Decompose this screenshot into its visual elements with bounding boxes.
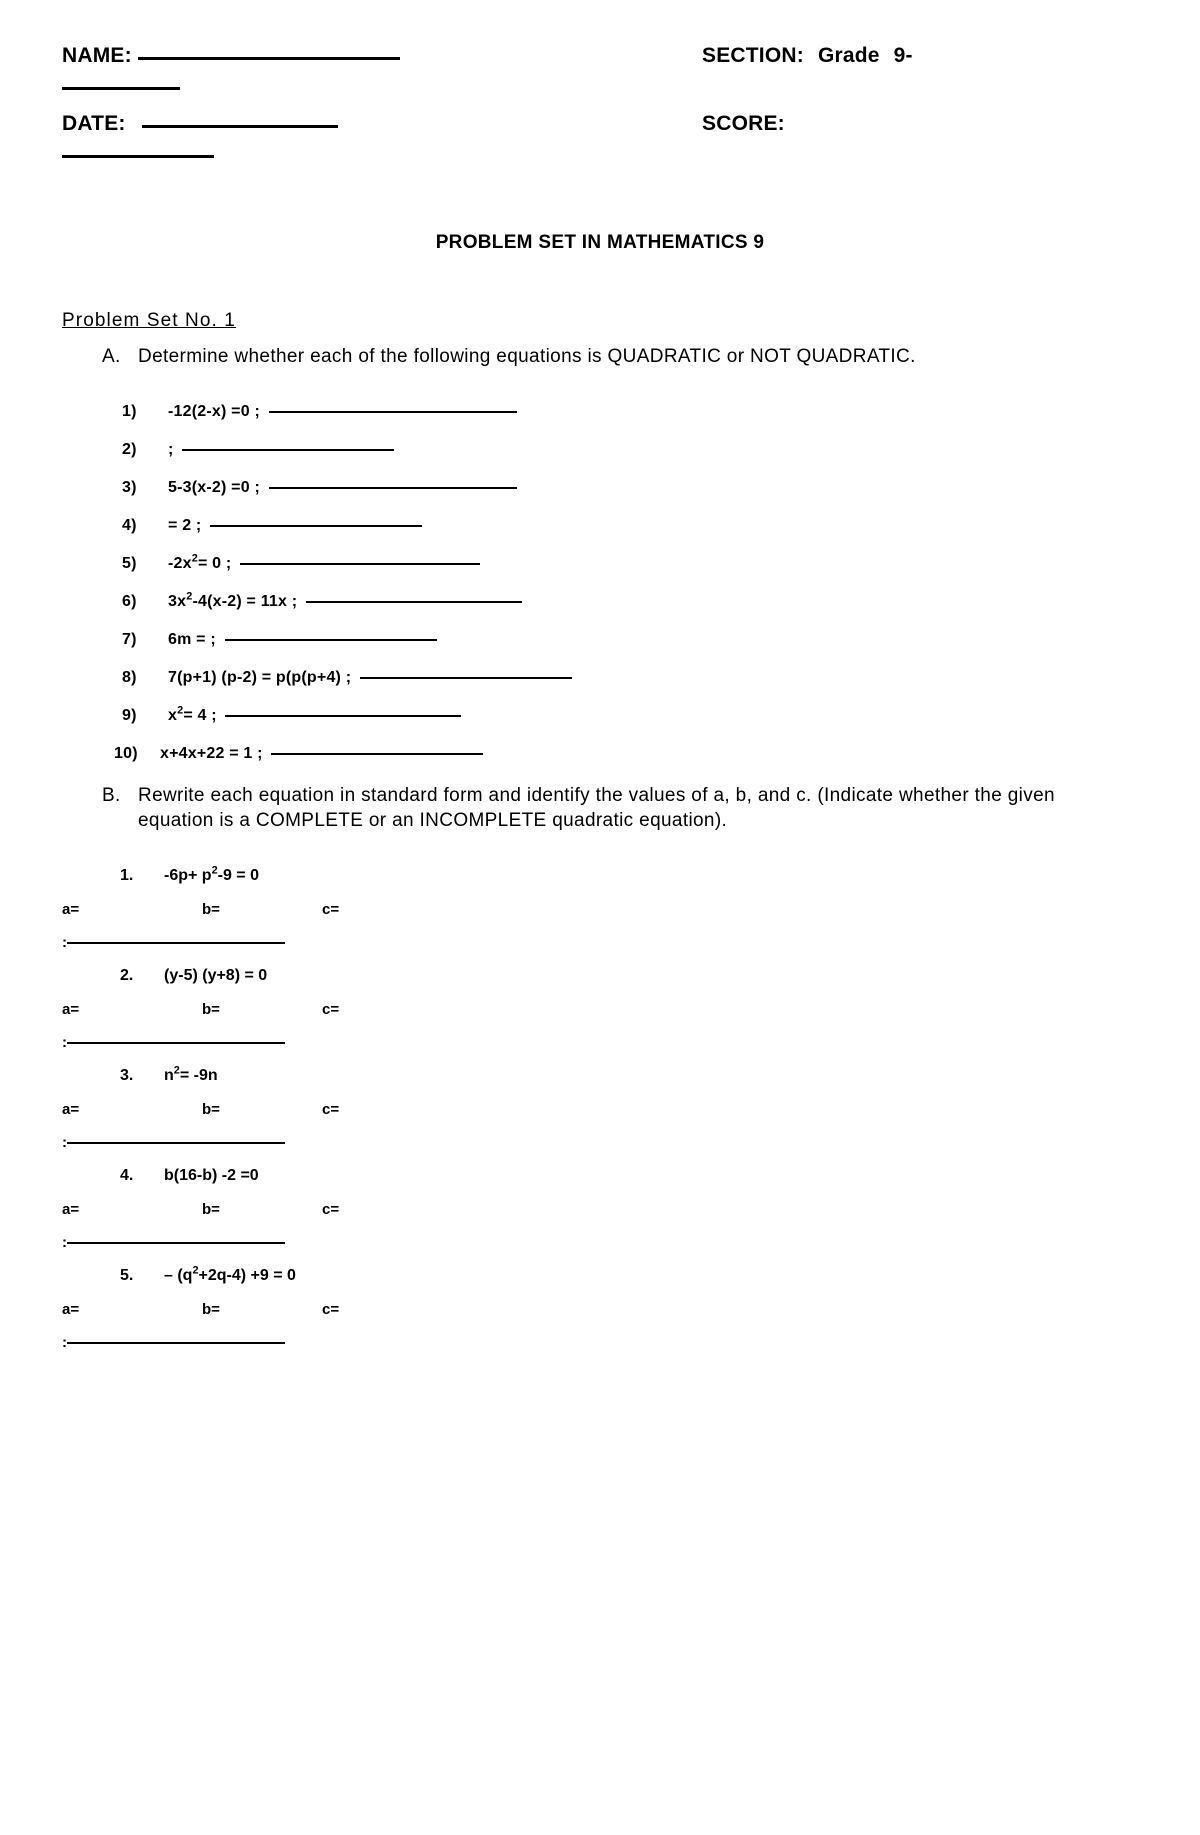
answer-colon: : — [62, 1234, 67, 1252]
part-a-text: Determine whether each of the following equations is QUADRATIC or NOT QUADRATIC. — [138, 346, 916, 367]
list-item — [62, 864, 1138, 952]
section-value-grade: 9- — [893, 44, 913, 67]
list-item — [62, 552, 1138, 573]
item-number: 5) — [122, 555, 137, 573]
item-equation-p1: b(16 — [164, 1167, 197, 1185]
coefficient-a-label: a= — [62, 1101, 80, 1119]
coefficient-row — [62, 1201, 1138, 1218]
item-equation-p2: -9 = 0 — [217, 867, 259, 885]
section-label: SECTION: — [702, 44, 804, 67]
coefficient-c-label: c= — [322, 1301, 340, 1319]
answer-blank[interactable] — [67, 942, 285, 944]
list-item — [62, 441, 1138, 459]
list-item — [62, 745, 1138, 763]
item-number: 7) — [122, 631, 137, 649]
answer-colon: : — [62, 1334, 67, 1352]
item-equation-p2: +2q-4) +9 = 0 — [198, 1267, 296, 1285]
header-name-row — [62, 44, 1138, 98]
coefficient-b-label: b= — [202, 1001, 220, 1019]
coefficient-row — [62, 1101, 1138, 1118]
item-equation — [164, 1264, 296, 1285]
list-item — [62, 517, 1138, 535]
part-a-letter: A. — [102, 346, 121, 367]
item-equation — [164, 864, 259, 885]
item-equation: 5 — [168, 479, 178, 497]
coefficient-a-label: a= — [62, 901, 80, 919]
date-blank-line[interactable] — [142, 125, 338, 128]
coefficient-c-label: c= — [322, 1001, 340, 1019]
item-number: 3. — [120, 1067, 134, 1085]
item-equation-p1: – (q — [164, 1267, 193, 1285]
part-b-items — [62, 864, 1138, 1352]
coefficient-b-label: b= — [202, 1201, 220, 1219]
answer-row — [62, 1134, 1138, 1151]
item-equation: = 2 ; — [168, 517, 202, 535]
item-equation: 6m = — [168, 631, 206, 649]
item-number: 10) — [114, 745, 138, 763]
list-item — [62, 704, 1138, 725]
item-exponent: 2 — [192, 1264, 199, 1277]
problem-set-label: Problem Set No. 1 — [62, 310, 236, 331]
list-item — [62, 590, 1138, 611]
answer-colon: : — [62, 1034, 67, 1052]
answer-blank[interactable] — [67, 1242, 285, 1244]
item-equation-cont: = 4 ; — [183, 707, 217, 725]
item-number: 8) — [122, 669, 137, 687]
section-value: Grade — [817, 44, 880, 67]
name-blank-line-2[interactable] — [62, 87, 180, 90]
date-field-group — [62, 112, 702, 136]
coefficient-c-label: c= — [322, 901, 340, 919]
item-equation: -2x — [168, 555, 192, 573]
answer-blank[interactable] — [306, 601, 522, 603]
list-item — [62, 967, 1138, 1051]
item-number: 2) — [122, 441, 137, 459]
item-equation: -12(2 — [168, 403, 207, 421]
list-item — [62, 1264, 1138, 1352]
item-equation-cont: = 0 ; — [197, 555, 232, 573]
coefficient-a-label: a= — [62, 1001, 80, 1019]
answer-colon: : — [62, 1134, 67, 1152]
answer-blank[interactable] — [225, 715, 461, 717]
item-equation-cont2: -2) =0 ; — [206, 479, 260, 497]
item-equation: x — [168, 707, 178, 725]
coefficient-c-label: c= — [322, 1101, 340, 1119]
coefficient-row — [62, 1301, 1138, 1318]
answer-row — [62, 1034, 1138, 1051]
item-equation — [164, 967, 267, 985]
list-item — [62, 631, 1138, 649]
item-equation-p2: = -9n — [179, 1067, 218, 1085]
item-equation-p1: -6p+ p — [164, 867, 212, 885]
name-label: NAME: — [62, 44, 132, 67]
item-number: 6) — [122, 593, 137, 611]
item-equation: ; — [168, 441, 174, 459]
item-number: 4) — [122, 517, 137, 535]
item-number: 1. — [120, 867, 134, 885]
answer-blank[interactable] — [269, 411, 517, 413]
list-item — [62, 403, 1138, 421]
list-item — [62, 1064, 1138, 1152]
answer-blank[interactable] — [225, 639, 437, 641]
answer-colon: : — [62, 934, 67, 952]
part-b-text: Rewrite each equation in standard form and identify the values of a, b, and c. (Indicate whether the given equation is a COMPLETE or an INCOMPLETE quadratic equation). — [138, 785, 1055, 832]
date-blank-line-continued — [62, 142, 1138, 166]
score-label: SCORE: — [702, 112, 785, 135]
item-number: 5. — [120, 1267, 134, 1285]
coefficient-row — [62, 1001, 1138, 1018]
part-a-instruction — [62, 344, 1138, 369]
item-number: 4. — [120, 1167, 134, 1185]
item-equation — [164, 1167, 259, 1185]
part-b-letter: B. — [102, 785, 121, 807]
coefficient-b-label: b= — [202, 1301, 220, 1319]
item-equation-cont: -3(x — [177, 479, 207, 497]
header-date-row — [62, 112, 1138, 166]
coefficient-c-label: c= — [322, 1201, 340, 1219]
item-equation-p2: -5) (y+8) = 0 — [178, 967, 268, 985]
coefficient-b-label: b= — [202, 901, 220, 919]
answer-blank[interactable] — [240, 563, 480, 565]
coefficient-row — [62, 901, 1138, 918]
item-number: 1) — [122, 403, 137, 421]
score-field-group — [702, 112, 1138, 136]
item-equation: x+4x+22 = 1 ; — [160, 745, 263, 763]
item-equation: 3x — [168, 593, 187, 611]
item-number: 9) — [122, 707, 137, 725]
answer-blank[interactable] — [271, 753, 483, 755]
answer-row — [62, 1234, 1138, 1251]
item-equation-cont2: -2) = p — [236, 669, 286, 687]
coefficient-b-label: b= — [202, 1101, 220, 1119]
coefficient-a-label: a= — [62, 1301, 80, 1319]
item-exponent: 2 — [211, 864, 218, 877]
date-label: DATE: — [62, 112, 126, 135]
answer-blank[interactable] — [67, 1042, 285, 1044]
answer-blank[interactable] — [67, 1342, 285, 1344]
answer-blank[interactable] — [269, 487, 517, 489]
list-item — [62, 669, 1138, 687]
list-item — [62, 1167, 1138, 1251]
answer-blank[interactable] — [182, 449, 394, 451]
item-equation-cont3: (p(p+4) ; — [285, 669, 352, 687]
coefficient-a-label: a= — [62, 1201, 80, 1219]
date-blank-line-2[interactable] — [62, 155, 214, 158]
answer-blank[interactable] — [360, 677, 572, 679]
item-exponent: 2 — [177, 704, 184, 717]
item-equation-cont: -4(x — [192, 593, 222, 611]
answer-blank[interactable] — [210, 525, 422, 527]
item-equation — [164, 1064, 218, 1085]
item-equation-p1: (y — [164, 967, 179, 985]
item-equation-cont2: -2) = 11x ; — [221, 593, 298, 611]
name-blank-line-continued — [62, 74, 1138, 98]
part-a-items — [62, 403, 1138, 763]
item-number: 3) — [122, 479, 137, 497]
item-equation: 7 — [168, 669, 178, 687]
item-equation-cont: (p+1) (p — [177, 669, 237, 687]
answer-row — [62, 934, 1138, 951]
item-exponent: 2 — [186, 590, 193, 603]
section-field-group — [702, 44, 1138, 68]
item-equation-cont: -x) =0 ; — [206, 403, 260, 421]
list-item — [62, 479, 1138, 497]
part-b-instruction — [62, 783, 1138, 833]
item-equation-cont: ; — [210, 631, 216, 649]
item-number: 2. — [120, 967, 134, 985]
item-equation-p2: -b) -2 =0 — [196, 1167, 259, 1185]
item-exponent: 2 — [191, 552, 198, 565]
answer-row — [62, 1334, 1138, 1351]
item-exponent: 2 — [173, 1064, 180, 1077]
item-equation-p1: n — [164, 1067, 174, 1085]
name-field-group — [62, 44, 702, 68]
page-title: PROBLEM SET IN MATHEMATICS 9 — [435, 232, 765, 253]
answer-blank[interactable] — [67, 1142, 285, 1144]
name-blank-line[interactable] — [138, 57, 400, 60]
